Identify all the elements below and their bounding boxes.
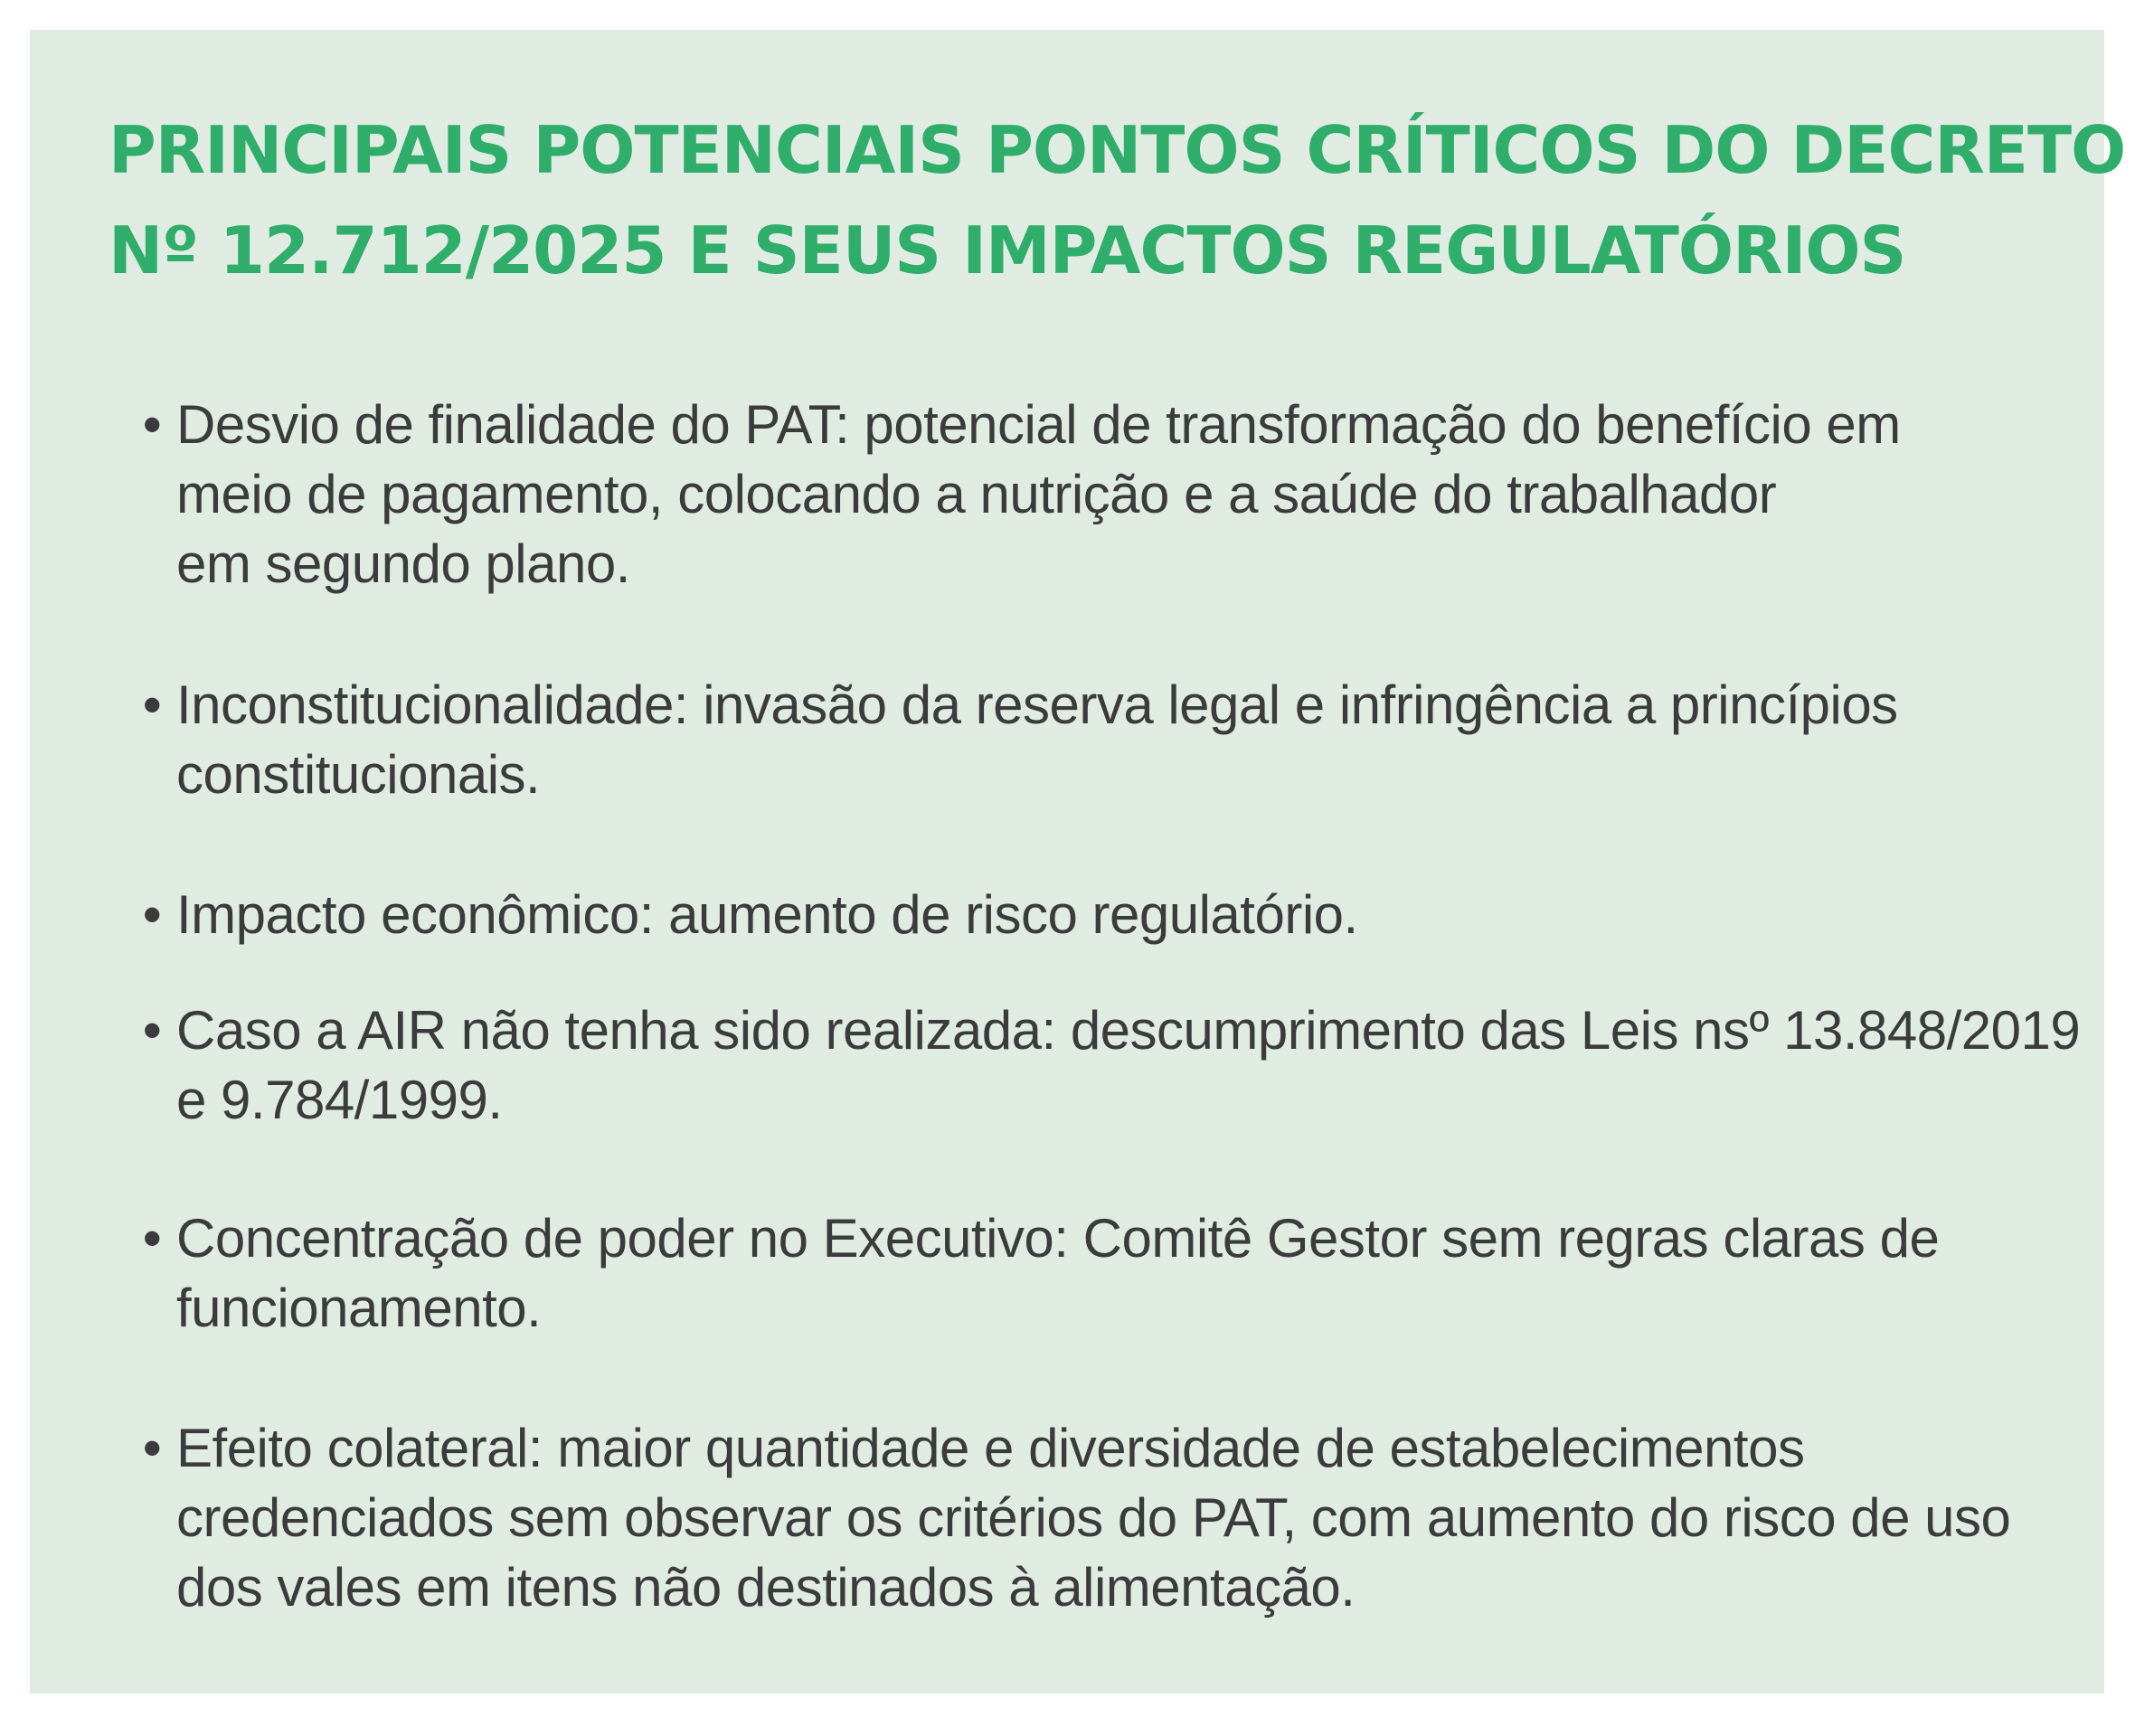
list-item-line: Efeito colateral: maior quantidade e diversidade de estabelecimentos [176, 1418, 1805, 1478]
box-title-line-1: PRINCIPAIS POTENCIAIS PONTOS CRÍTICOS DO DECRETO [109, 112, 2126, 188]
list-item-line: Inconstitucionalidade: invasão da reserva legal e infringência a princípios [176, 675, 1898, 735]
bullet-icon: • [142, 1418, 162, 1478]
list-item [138, 390, 2083, 599]
list-item-line: credenciados sem observar os critérios do PAT, com aumento do risco de uso [176, 1487, 2011, 1548]
box-title [109, 100, 2126, 301]
bullet-icon: • [142, 675, 162, 735]
list-item [138, 995, 2083, 1135]
bullet-icon: • [142, 1208, 162, 1269]
info-box [30, 30, 2126, 1694]
list-item-line: meio de pagamento, colocando a nutrição e a saúde do trabalhador [176, 464, 1777, 524]
list-item-line: dos vales em itens não destinados à alimentação. [176, 1557, 1356, 1618]
list-item [138, 670, 2083, 809]
list-item-line: Desvio de finalidade do PAT: potencial de transformação do benefício em [176, 394, 1901, 455]
list-item-line: constitucionais. [176, 744, 541, 805]
list-item-line: Caso a AIR não tenha sido realizada: descumprimento das Leis nsº 13.848/2019 [176, 1000, 2081, 1061]
bullet-icon: • [142, 394, 162, 455]
list-item-line: funcionamento. [176, 1278, 542, 1338]
bullet-icon: • [142, 884, 162, 945]
list-item-line: em segundo plano. [176, 533, 630, 594]
box-title-line-2: Nº 12.712/2025 E SEUS IMPACTOS REGULATÓRIOS [109, 212, 1906, 288]
list-item [138, 1413, 2083, 1622]
bullet-icon: • [142, 1000, 162, 1061]
list-item-line: Concentração de poder no Executivo: Comitê Gestor sem regras claras de [176, 1208, 1940, 1269]
list-item-line: e 9.784/1999. [176, 1070, 503, 1130]
list-item [138, 880, 2083, 949]
list-item-line: Impacto econômico: aumento de risco regulatório. [176, 884, 1358, 945]
list-item [138, 1203, 2083, 1343]
